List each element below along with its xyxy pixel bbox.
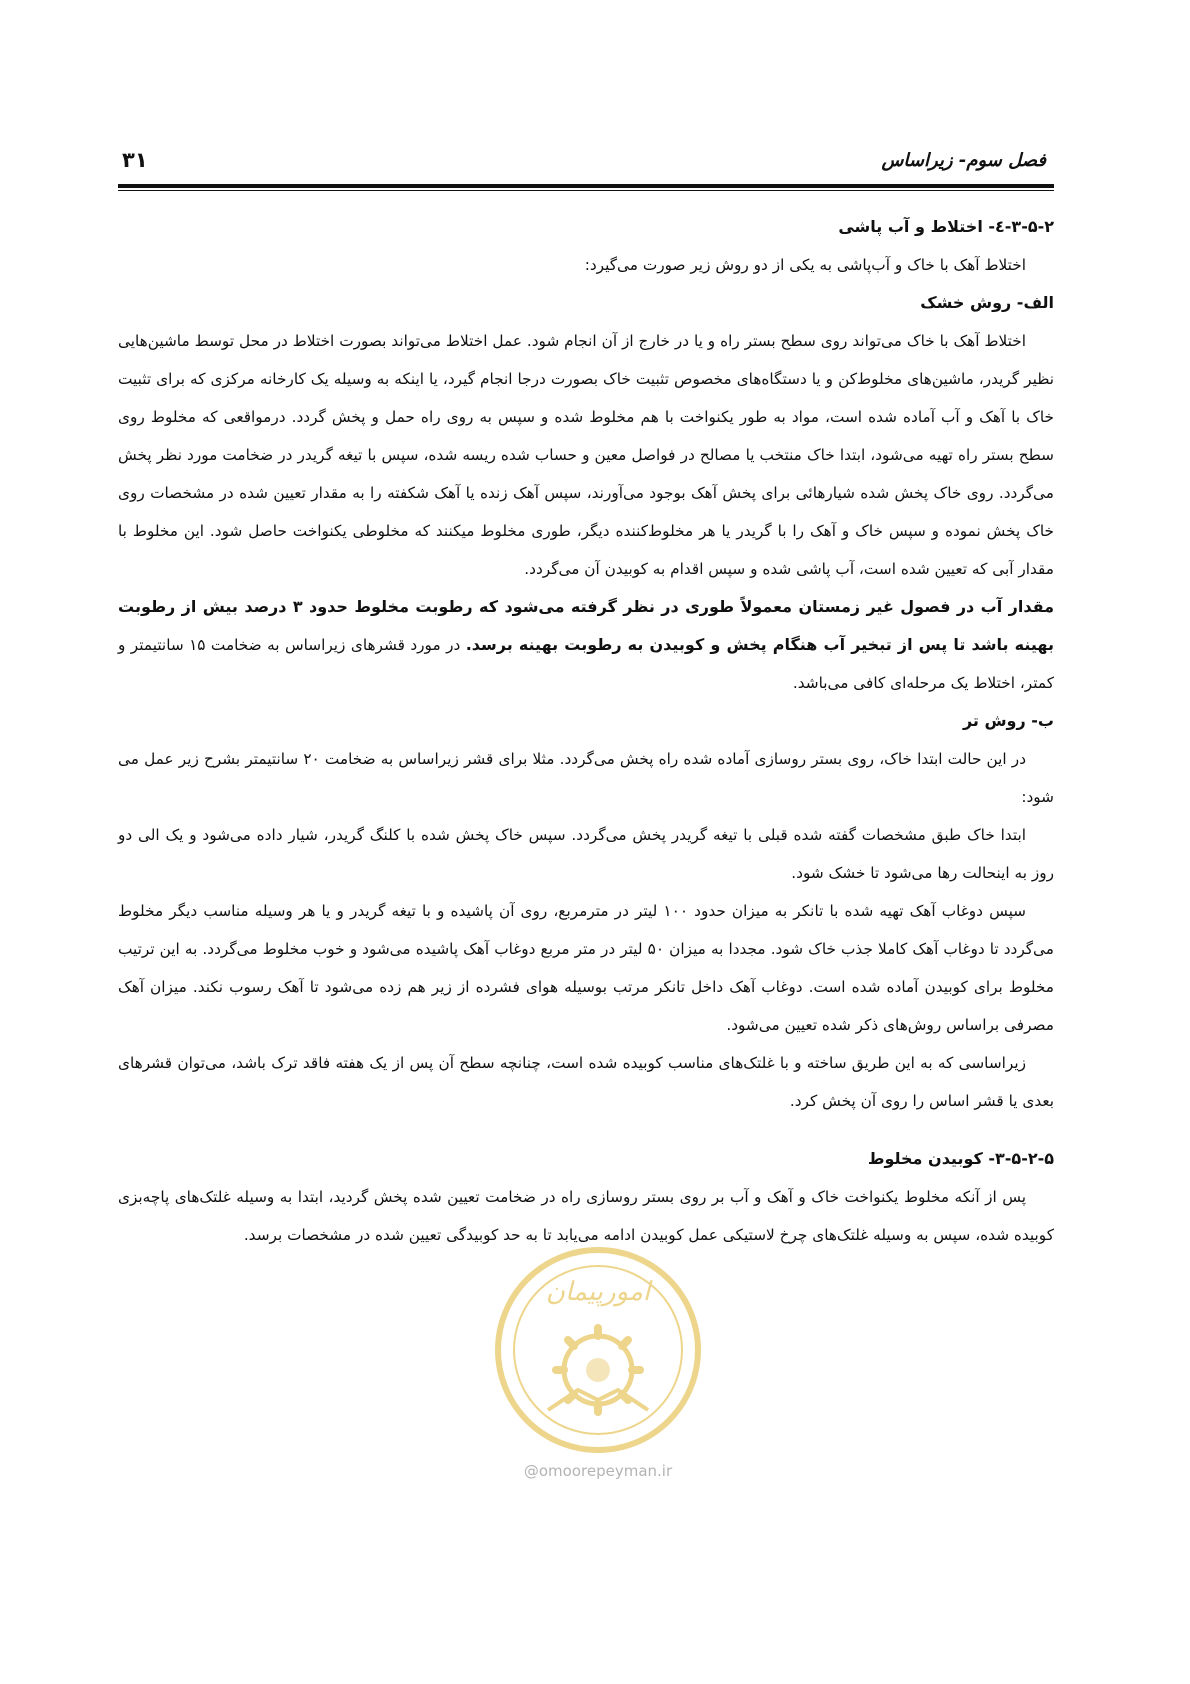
watermark-url: @omoorepeyman.ir xyxy=(523,1462,673,1480)
wet-method-paragraph-4: زیراساسی که به این طریق ساخته و با غلتک‌های مناسب کوبیده شده است، چنانچه سطح آن پس از یک هفته فاقد ترک باشد، می‌توان قشرهای بعدی یا قشر اساس را روی آن پخش کرد. xyxy=(118,1054,1054,1110)
water-content-rest-text: در مورد قشرهای زیراساس به ضخامت ۱۵ سانتیمتر و کمتر، اختلاط یک مرحله‌ای کافی می‌باشد. xyxy=(118,636,1054,692)
document-page xyxy=(118,0,1054,1684)
header-rule-thin xyxy=(118,190,1054,191)
wet-method-paragraph-2: ابتدا خاک طبق مشخصات گفته شده قبلی با تیغه گریدر پخش می‌گردد. سپس خاک پخش شده با کلنگ گریدر، شیار داده می‌شود و یک الی دو روز به اینحالت رها می‌شود تا خشک شود. xyxy=(118,826,1054,882)
wet-method-paragraph-3: سپس دوغاب آهک تهیه شده با تانکر به میزان حدود ۱۰۰ لیتر در مترمربع، روی آن پاشیده و با تیغه گریدر و یا هر وسیله مناسب دیگر مخلوط می‌گردد تا دوغاب آهک کاملا جذب خاک شود. مجددا به میزان ۵۰ لیتر در متر مربع دوغاب آهک پاشیده می‌شود و خوب مخلوط می‌گردد. به این ترتیب مخلوط برای کوبیدن آماده شده است. دوغاب آهک داخل تانکر مرتب بوسیله هوای فشرده از زیر هم زده می‌شود تا آهک رسوب نکند. میزان آهک مصرفی براساس روش‌های ذکر شده تعیین می‌شود. xyxy=(118,902,1054,1034)
subheading-dry-method: الف- روش خشک xyxy=(920,293,1054,312)
dry-method-paragraph-2 xyxy=(118,588,1054,702)
wet-method-paragraph-1: در این حالت ابتدا خاک، روی بستر روسازی آماده شده راه پخش می‌گردد. مثلا برای قشر زیراساس به ضخامت ۲۰ سانتیمتر بشرح زیر عمل می شود: xyxy=(118,750,1054,806)
page-number: ۳۱ xyxy=(122,148,148,172)
chapter-title: فصل سوم- زیراساس xyxy=(881,150,1046,171)
section-heading-compaction: ۳-۵-۲-۵- کوبیدن مخلوط xyxy=(867,1149,1054,1168)
section-gap xyxy=(118,1120,1054,1140)
mixing-intro: اختلاط آهک با خاک و آب‌پاشی به یکی از دو روش زیر صورت می‌گیرد: xyxy=(584,256,1026,274)
seal-text: امورپیمان xyxy=(545,1277,651,1307)
subheading-wet-method: ب- روش تر xyxy=(962,711,1054,730)
dry-method-paragraph-1: اختلاط آهک با خاک می‌تواند روی سطح بستر راه و یا در خارج از آن انجام شود. عمل اختلاط می‌تواند بصورت اختلاط در محل توسط ماشین‌هایی نظیر گریدر، ماشین‌های مخلوط‌کن و یا دستگاه‌های مخصوص تثبیت خاک بصورت درجا انجام گیرد، یا اینکه به وسیله یک کارخانه مرکزی که برای تثبیت خاک با آهک و آب آماده شده است، مواد به طور یکنواخت با هم مخلوط شده و سپس به روی راه حمل و پخش گردد. درمواقعی که مخلوط روی سطح بستر راه تهیه می‌شود، ابتدا خاک منتخب یا مصالح در فواصل معین و حساب شده ریسه شده، سپس با تیغه گریدر در ضخامت مورد نظر پخش می‌گردد. روی خاک پخش شده شیارهائی برای پخش آهک بوجود می‌آورند، سپس آهک زنده یا آهک شکفته را به مقدار تعیین شده در مشخصات روی خاک پخش نموده و سپس خاک و آهک را با گریدر یا هر مخلوط‌کننده دیگر، طوری مخلوط میکنند که مخلوطی یکنواخت حاصل شود. این مخلوط با مقدار آبی که تعیین شده است، آب پاشی شده و سپس اقدام به کوبیدن آن می‌گردد. xyxy=(118,332,1054,578)
water-content-bold-text: مقدار آب در فصول غیر زمستان معمولاً طوری در نظر گرفته می‌شود که رطوبت مخلوط حدود ۳ درصد بیش از رطوبت بهینه باشد تا پس از تبخیر آب هنگام پخش و کوبیدن به رطوبت بهینه برسد. xyxy=(118,597,1055,654)
page-header xyxy=(118,148,1054,182)
page-body xyxy=(118,208,1054,1254)
header-rule-thick xyxy=(118,184,1054,188)
compaction-paragraph-1: پس از آنکه مخلوط یکنواخت خاک و آهک و آب بر روی بستر روسازی راه در ضخامت تعیین شده پخش گردید، ابتدا به وسیله غلتک‌های پاچه‌بزی کوبیده شده، سپس به وسیله غلتک‌های چرخ لاستیکی عمل کوبیدن ادامه می‌یابد تا به حد کوبیدگی تعیین شده در مشخصات برسد. xyxy=(118,1188,1054,1244)
section-heading-mixing: ۳-۵-۲-٤- اختلاط و آب پاشی xyxy=(838,217,1054,236)
